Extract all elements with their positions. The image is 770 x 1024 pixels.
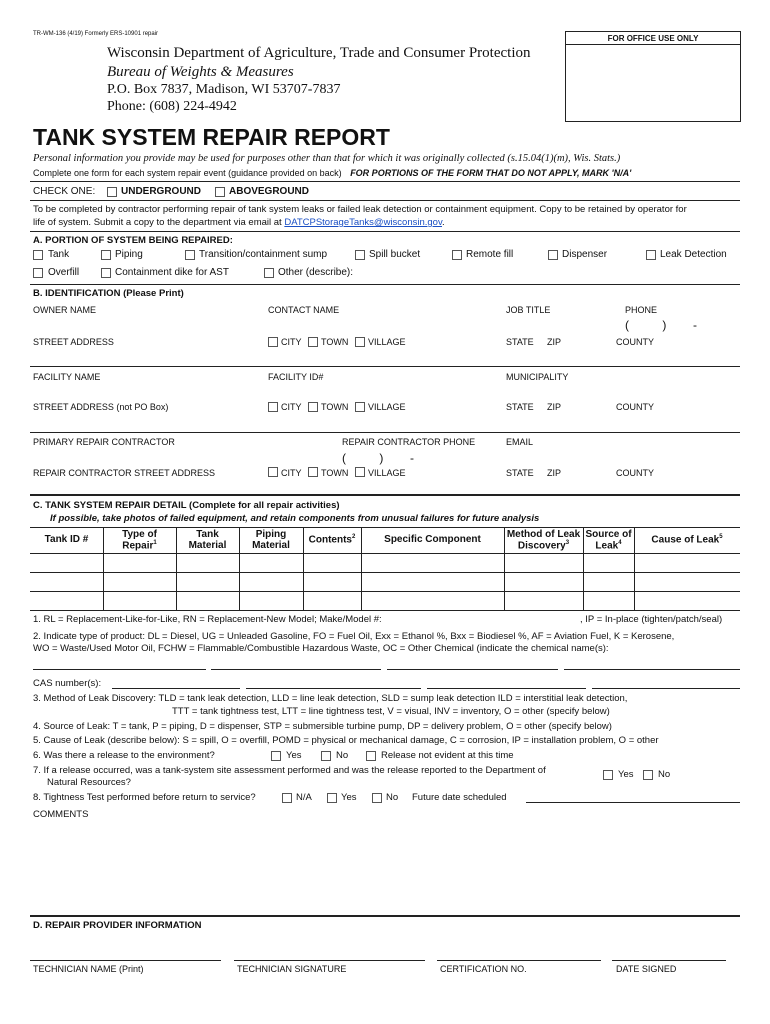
note-7-line-2: Natural Resources?	[47, 777, 131, 788]
owner-zip-label: ZIP	[547, 337, 562, 347]
primary-contractor-label: PRIMARY REPAIR CONTRACTOR	[33, 437, 175, 447]
leak-detection-label: Leak Detection	[660, 249, 727, 260]
job-title-label: JOB TITLE	[506, 305, 551, 315]
underground-label: UNDERGROUND	[121, 186, 201, 197]
overfill-checkbox[interactable]	[33, 268, 43, 278]
tank-label: Tank	[48, 249, 70, 260]
facility-zip-label: ZIP	[547, 402, 562, 412]
contractor-zip-label: ZIP	[547, 468, 562, 478]
note-1: 1. RL = Replacement-Like-for-Like, RN = Replacement-New Model; Make/Model #:	[33, 614, 382, 625]
contractor-village-label: VILLAGE	[368, 468, 406, 478]
dispenser-label: Dispenser	[562, 249, 608, 260]
other-label: Other (describe):	[278, 267, 354, 278]
contractor-town-label: TOWN	[321, 468, 349, 478]
agency-name: Wisconsin Department of Agriculture, Trade and Consumer Protection	[107, 45, 531, 61]
col-contents: Contents$^2$	[308, 534, 356, 546]
note-7-line-1: 7. If a release occurred, was a tank-system site assessment performed and was the release reported to the Department of	[33, 765, 546, 776]
owner-town-label: TOWN	[321, 337, 349, 347]
section-b-title: B. IDENTIFICATION (Please Print)	[33, 288, 184, 299]
future-date-label: Future date scheduled	[412, 792, 507, 803]
owner-state-label: STATE	[506, 337, 534, 347]
owner-village-checkbox[interactable]	[355, 337, 365, 347]
tank-checkbox[interactable]	[33, 250, 43, 260]
tightness-no-label: No	[386, 792, 399, 803]
check-one-label: CHECK ONE:	[33, 186, 96, 197]
contractor-phone-field[interactable]: ( ) -	[342, 451, 414, 465]
containment-dike-label: Containment dike for AST	[115, 267, 229, 278]
remote-fill-label: Remote fill	[466, 249, 514, 260]
col-type-repair: Type of Repair$^1$	[122, 529, 157, 552]
privacy-note: Personal information you provide may be used for purposes other than that for which it was originally collected (s.15.04(1)(m), Wis. Stats.)	[33, 153, 621, 164]
underground-checkbox[interactable]	[107, 187, 117, 197]
facility-name-label: FACILITY NAME	[33, 372, 101, 382]
owner-city-checkbox[interactable]	[268, 337, 278, 347]
release-no-checkbox[interactable]	[321, 751, 331, 761]
na-note: FOR PORTIONS OF THE FORM THAT DO NOT APPLY, MARK 'N/A'	[350, 168, 632, 178]
technician-signature-label: TECHNICIAN SIGNATURE	[237, 964, 347, 974]
bureau-name: Bureau of Weights & Measures	[107, 64, 294, 80]
owner-city-label: CITY	[281, 337, 302, 347]
contractor-village-checkbox[interactable]	[355, 467, 365, 477]
facility-village-label: VILLAGE	[368, 402, 406, 412]
section-c-title: C. TANK SYSTEM REPAIR DETAIL (Complete for all repair activities)	[33, 500, 340, 511]
assessment-no-label: No	[658, 769, 671, 780]
transition-sump-checkbox[interactable]	[185, 250, 195, 260]
owner-street-label: STREET ADDRESS	[33, 337, 114, 347]
tightness-yes-checkbox[interactable]	[327, 793, 337, 803]
owner-town-checkbox[interactable]	[308, 337, 318, 347]
agency-phone: Phone: (608) 224-4942	[107, 99, 237, 114]
facility-county-label: COUNTY	[616, 402, 654, 412]
col-specific-component: Specific Component	[384, 534, 481, 545]
date-signed-label: DATE SIGNED	[616, 964, 677, 974]
containment-dike-checkbox[interactable]	[101, 268, 111, 278]
release-no-label: No	[336, 750, 349, 761]
owner-name-label: OWNER NAME	[33, 305, 96, 315]
facility-street-label: STREET ADDRESS (not PO Box)	[33, 402, 169, 412]
contractor-town-checkbox[interactable]	[308, 467, 318, 477]
tightness-yes-label: Yes	[341, 792, 357, 803]
assessment-no-checkbox[interactable]	[643, 770, 653, 780]
contractor-street-label: REPAIR CONTRACTOR STREET ADDRESS	[33, 468, 216, 478]
office-use-box	[565, 31, 741, 122]
other-checkbox[interactable]	[264, 268, 274, 278]
intro-line-1: To be completed by contractor performing repair of tank system leaks or failed leak detection or containment equipment. Copy to be retained by operator for	[33, 204, 687, 215]
note-4: 4. Source of Leak: T = tank, P = piping, D = dispenser, STP = submersible turbine pump, DP = delivery problem, O = other (specify below)	[33, 721, 612, 732]
cas-label: CAS number(s):	[33, 678, 102, 689]
facility-city-checkbox[interactable]	[268, 402, 278, 412]
office-use-label: FOR OFFICE USE ONLY	[566, 32, 740, 45]
remote-fill-checkbox[interactable]	[452, 250, 462, 260]
contractor-email-label: EMAIL	[506, 437, 534, 447]
form-page: TR-WM-136 (4/19) Formerly ERS-10901 repair FOR OFFICE USE ONLY Wisconsin Department of Agriculture, Trade and Consumer Protection Bureau of Weights & Measures P.O. Box 7837, Madison, WI 53707-7837 Phone: (608) 224-4942 TANK SYSTEM REPAIR REPORT Personal information you provide may be used for purposes other than that for which it was originally collected (s.15.04(1)(m), Wis. Stats.) Complete one form for each system repair event (guidance provided on back) FOR PORTIONS OF THE FORM THAT DO NOT APPLY, MARK 'N/A' CHECK ONE: UNDERGROUND ABOVEGROUND To be completed by contractor performing repair of tank system leaks or failed leak detection or containment equipment. Copy to be retained by operator for life of system. Submit a copy to the department via email at DATCPStorageTanks@wisconsin.gov. A. PORTION OF SYSTEM BEING REPAIRED: Tank Piping Transition/containment sump Spill bucket Remote fill Dispenser Leak Detection Overfill Containment dike for AST Other (describe): B. IDENTIFICATION (Please Print) OWNER NAME CONTACT NAME JOB TITLE PHONE ( ) - STREET ADDRESS CITY TOWN VILLAGE STATE ZIP COUNTY FACILITY NAME FACILITY ID# MUNICIPALITY STREET ADDRESS (not PO Box) CITY TOWN VILLAGE STATE ZIP COUNTY PRIMARY REPAIR CONTRACTOR REPAIR CONTRACTOR PHONE EMAIL ( ) - REPAIR CONTRACTOR STREET ADDRESS CITY TOWN VILLAGE STATE ZIP COUNTY C. TANK SYSTEM REPAIR DETAIL (Complete for all repair activities) If possible, take photos of failed equipment, and retain components from unusual failures for future analysis Tank ID # Type of Repair$^1$ Tank Material Piping Material Contents$^2$ Specific Component Method of Leak Discovery$^3$ Source of Leak$^4$ Cause of Leak$^5$ 1. RL = Replacement-Like-for-Like, RN = Replacement-New Model; Make/Model #: , IP = In-place (tighten/patch/seal) 2. Indicate type of product: DL = Diesel, UG = Unleaded Gasoline, FO = Fuel Oil, Exx = Ethanol %, Bxx = Biodiesel %, AF = Aviation Fuel, K = Kerosene, WO = Waste/Used Motor Oil, FCHW = Flammable/Combustible Hazardous Waste, OC = Other Chemical (indicate the chemical name(s): CAS number(s): 3. Method of Leak Discovery: TLD = tank leak detection, LLD = line leak detection, SLD = sump leak detection ILD = interstitial leak detection, TTT = tank tightness test, LTT = line tightness test, V = visual, INV = inventory, O = other (specify below) 4. Source of Leak: T = tank, P = piping, D = dispenser, STP = submersible turbine pump, DP = delivery problem, O = other (specify below) 5. Cause of Leak (describe below): S = spill, O = overfill, POMD = physical or mechanical damage, C = corrosion, IP = installation problem, O = other 6. Was there a release to the environment? Yes No Release not evident at this time 7. If a release occurred, was a tank-system site assessment performed and was the release reported to the Department of Natural Resources? Yes No 8. Tightness Test performed before return to service? N/A Yes No Future date scheduled COMMENTS D. REPAIR PROVIDER INFORMATION TECHNICIAN NAME (Print) TECHNICIAN SIGNATURE CERTIFICATION NO. DATE SIGNED	[0, 0, 770, 1024]
section-a-title: A. PORTION OF SYSTEM BEING REPAIRED:	[33, 235, 233, 246]
note-5: 5. Cause of Leak (describe below): S = spill, O = overfill, POMD = physical or mechanical damage, C = corrosion, IP = installation problem, O = other	[33, 735, 659, 746]
tightness-na-label: N/A	[296, 792, 312, 803]
spill-bucket-label: Spill bucket	[369, 249, 421, 260]
section-d-title: D. REPAIR PROVIDER INFORMATION	[33, 920, 202, 931]
comments-area[interactable]	[33, 823, 738, 913]
municipality-label: MUNICIPALITY	[506, 372, 569, 382]
assessment-yes-checkbox[interactable]	[603, 770, 613, 780]
owner-village-label: VILLAGE	[368, 337, 406, 347]
intro-line-2: life of system. Submit a copy to the department via email at	[33, 217, 282, 228]
dispenser-checkbox[interactable]	[548, 250, 558, 260]
aboveground-checkbox[interactable]	[215, 187, 225, 197]
release-yes-checkbox[interactable]	[271, 751, 281, 761]
col-method-leak: Method of Leak Discovery$^3$	[506, 529, 581, 552]
col-source-leak: Source of Leak$^4$	[585, 529, 632, 552]
note-2-line-1: 2. Indicate type of product: DL = Diesel, UG = Unleaded Gasoline, FO = Fuel Oil, Exx = Ethanol %, Bxx = Biodiesel %, AF = Aviation Fuel, K = Kerosene,	[33, 631, 675, 642]
contractor-state-label: STATE	[506, 468, 534, 478]
one-form-note: Complete one form for each system repair event (guidance provided on back)	[33, 168, 342, 178]
release-not-evident-label: Release not evident at this time	[381, 750, 514, 761]
piping-checkbox[interactable]	[101, 250, 111, 260]
col-cause-leak: Cause of Leak$^5$	[651, 534, 723, 546]
contractor-city-label: CITY	[281, 468, 302, 478]
contractor-phone-label: REPAIR CONTRACTOR PHONE	[342, 437, 476, 447]
contractor-county-label: COUNTY	[616, 468, 654, 478]
facility-city-label: CITY	[281, 402, 302, 412]
technician-name-label: TECHNICIAN NAME (Print)	[33, 964, 144, 974]
tightness-no-checkbox[interactable]	[372, 793, 382, 803]
leak-detection-checkbox[interactable]	[646, 250, 656, 260]
facility-id-label: FACILITY ID#	[268, 372, 324, 382]
overfill-label: Overfill	[48, 267, 80, 278]
release-not-evident-checkbox[interactable]	[366, 751, 376, 761]
release-yes-label: Yes	[286, 750, 302, 761]
owner-phone-field[interactable]: ( ) -	[625, 318, 697, 332]
form-id: TR-WM-136 (4/19) Formerly ERS-10901 repair	[33, 31, 159, 37]
facility-village-checkbox[interactable]	[355, 402, 365, 412]
note-1-in-place: , IP = In-place (tighten/patch/seal)	[580, 614, 723, 625]
spill-bucket-checkbox[interactable]	[355, 250, 365, 260]
note-6: 6. Was there a release to the environment?	[33, 750, 215, 761]
facility-state-label: STATE	[506, 402, 534, 412]
note-2-line-2: WO = Waste/Used Motor Oil, FCHW = Flammable/Combustible Hazardous Waste, OC = Other Chemical (indicate the chemical name(s):	[33, 643, 609, 654]
page-title: TANK SYSTEM REPAIR REPORT	[33, 124, 390, 150]
tightness-na-checkbox[interactable]	[282, 793, 292, 803]
note-3-line-1: 3. Method of Leak Discovery: TLD = tank leak detection, LLD = line leak detection, SLD = sump leak detection ILD = interstitial leak detection,	[33, 693, 628, 704]
col-piping-material: Piping Material	[252, 529, 290, 551]
certification-label: CERTIFICATION NO.	[440, 964, 527, 974]
transition-sump-label: Transition/containment sump	[199, 249, 328, 260]
phone-label: PHONE	[625, 305, 658, 315]
assessment-yes-label: Yes	[618, 769, 634, 780]
submission-email-link[interactable]: DATCPStorageTanks@wisconsin.gov	[284, 217, 443, 228]
aboveground-label: ABOVEGROUND	[229, 186, 310, 197]
agency-address: P.O. Box 7837, Madison, WI 53707-7837	[107, 82, 341, 97]
col-tank-id: Tank ID #	[44, 534, 89, 545]
comments-label: COMMENTS	[33, 809, 89, 820]
contact-name-label: CONTACT NAME	[268, 305, 340, 315]
facility-town-label: TOWN	[321, 402, 349, 412]
piping-label: Piping	[115, 249, 143, 260]
owner-county-label: COUNTY	[616, 337, 654, 347]
note-8: 8. Tightness Test performed before return to service?	[33, 792, 256, 803]
section-c-subtitle: If possible, take photos of failed equipment, and retain components from unusual failures for future analysis	[50, 513, 540, 524]
facility-town-checkbox[interactable]	[308, 402, 318, 412]
note-3-line-2: TTT = tank tightness test, LTT = line tightness test, V = visual, INV = inventory, O = other (specify below)	[172, 706, 610, 717]
col-tank-material: Tank Material	[188, 529, 227, 551]
contractor-city-checkbox[interactable]	[268, 467, 278, 477]
